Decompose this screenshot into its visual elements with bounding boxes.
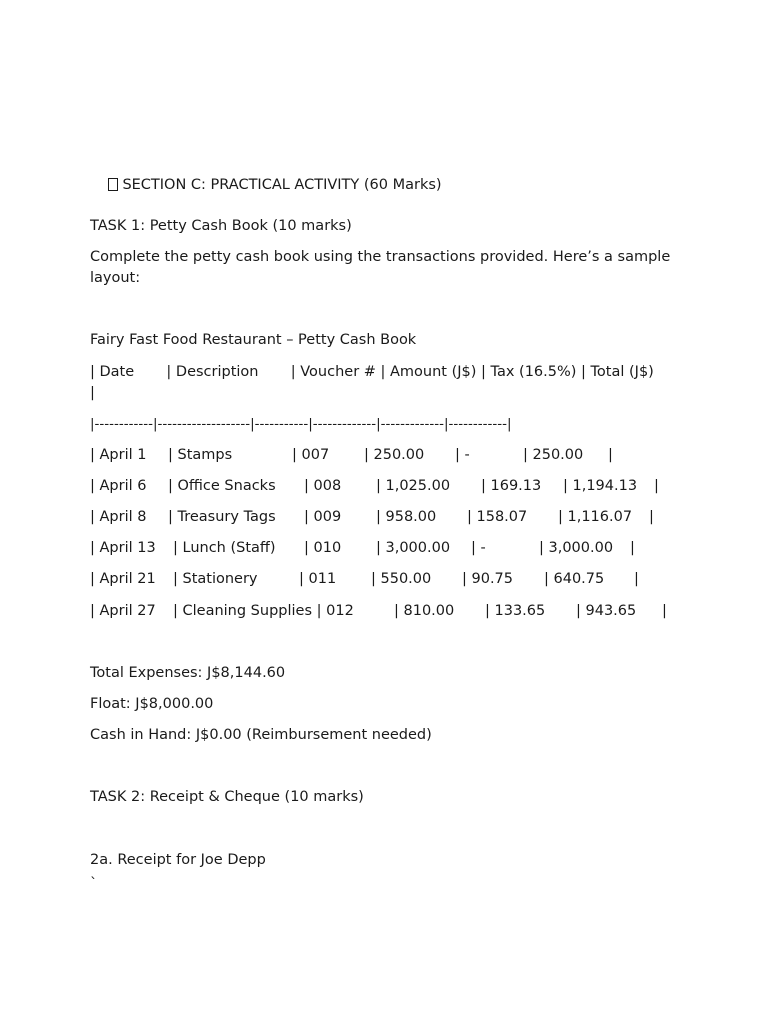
table-row xyxy=(90,538,635,559)
task1-instructions: Complete the petty cash book using the transactions provided. Here’s a sample layout: xyxy=(90,249,671,286)
cell-total: | 250.00 xyxy=(523,447,584,463)
table-row xyxy=(90,476,659,497)
missing-glyph-icon xyxy=(108,178,118,191)
table-row xyxy=(90,507,654,528)
cell-date: | April 27 xyxy=(90,603,156,619)
cell-description: | Stamps xyxy=(168,447,233,463)
total-expenses: Total Expenses: J$8,144.60 xyxy=(90,665,286,681)
cell-total: | 1,194.13 xyxy=(563,478,638,494)
cell-voucher: | 011 xyxy=(299,571,337,587)
cell-voucher: | 009 xyxy=(304,509,342,525)
cash-in-hand: Cash in Hand: J$0.00 (Reimbursement needed) xyxy=(90,727,432,743)
cell-voucher: | 007 xyxy=(292,447,330,463)
cell-end: | xyxy=(662,603,667,619)
cell-description: | Cleaning Supplies | 012 xyxy=(173,603,354,619)
section-heading-text: SECTION C: PRACTICAL ACTIVITY (60 Marks) xyxy=(122,177,442,193)
cell-voucher: | 010 xyxy=(304,540,342,556)
cell-total: | 943.65 xyxy=(576,603,637,619)
cell-amount: | 550.00 xyxy=(371,571,432,587)
table-row xyxy=(90,601,667,622)
cell-date: | April 6 xyxy=(90,478,147,494)
task1-title: TASK 1: Petty Cash Book (10 marks) xyxy=(90,218,352,234)
cell-total: | 1,116.07 xyxy=(558,509,633,525)
cell-date: | April 13 xyxy=(90,540,156,556)
cell-amount: | 250.00 xyxy=(364,447,425,463)
task2a-title: 2a. Receipt for Joe Depp xyxy=(90,852,266,868)
cell-total: | 3,000.00 xyxy=(539,540,614,556)
cell-amount: | 958.00 xyxy=(376,509,437,525)
cell-tax: | 133.65 xyxy=(485,603,546,619)
cell-description: | Office Snacks xyxy=(168,478,276,494)
petty-cash-book-title: Fairy Fast Food Restaurant – Petty Cash Book xyxy=(90,332,417,348)
table-row xyxy=(90,445,613,466)
cell-end: | xyxy=(634,571,639,587)
cell-tax: | 158.07 xyxy=(467,509,528,525)
cell-amount: | 1,025.00 xyxy=(376,478,451,494)
cell-description: | Stationery xyxy=(173,571,258,587)
cell-tax: | - xyxy=(471,540,486,556)
cell-date: | April 1 xyxy=(90,447,147,463)
table-row xyxy=(90,569,639,590)
cell-end: | xyxy=(608,447,613,463)
cell-total: | 640.75 xyxy=(544,571,605,587)
table-header: | Date | Description | Voucher # | Amount (J$) | Tax (16.5%) | Total (J$) xyxy=(90,364,654,380)
cell-tax: | - xyxy=(455,447,470,463)
float-amount: Float: J$8,000.00 xyxy=(90,696,214,712)
cell-date: | April 8 xyxy=(90,509,147,525)
table-header-trailing: | xyxy=(90,385,95,401)
cell-tax: | 90.75 xyxy=(462,571,514,587)
cell-amount: | 810.00 xyxy=(394,603,455,619)
section-heading xyxy=(90,154,442,217)
cell-end: | xyxy=(649,509,654,525)
task2-title: TASK 2: Receipt & Cheque (10 marks) xyxy=(90,789,364,805)
cell-description: | Treasury Tags xyxy=(168,509,276,525)
table-separator: |------------|-------------------|-----------|-------------|-------------|------------| xyxy=(90,416,512,432)
cell-voucher: | 008 xyxy=(304,478,342,494)
cell-end: | xyxy=(654,478,659,494)
cell-description: | Lunch (Staff) xyxy=(173,540,276,556)
cell-date: | April 21 xyxy=(90,571,156,587)
cell-tax: | 169.13 xyxy=(481,478,542,494)
cell-end: | xyxy=(630,540,635,556)
code-fence-mark: ` xyxy=(90,876,98,892)
cell-amount: | 3,000.00 xyxy=(376,540,451,556)
